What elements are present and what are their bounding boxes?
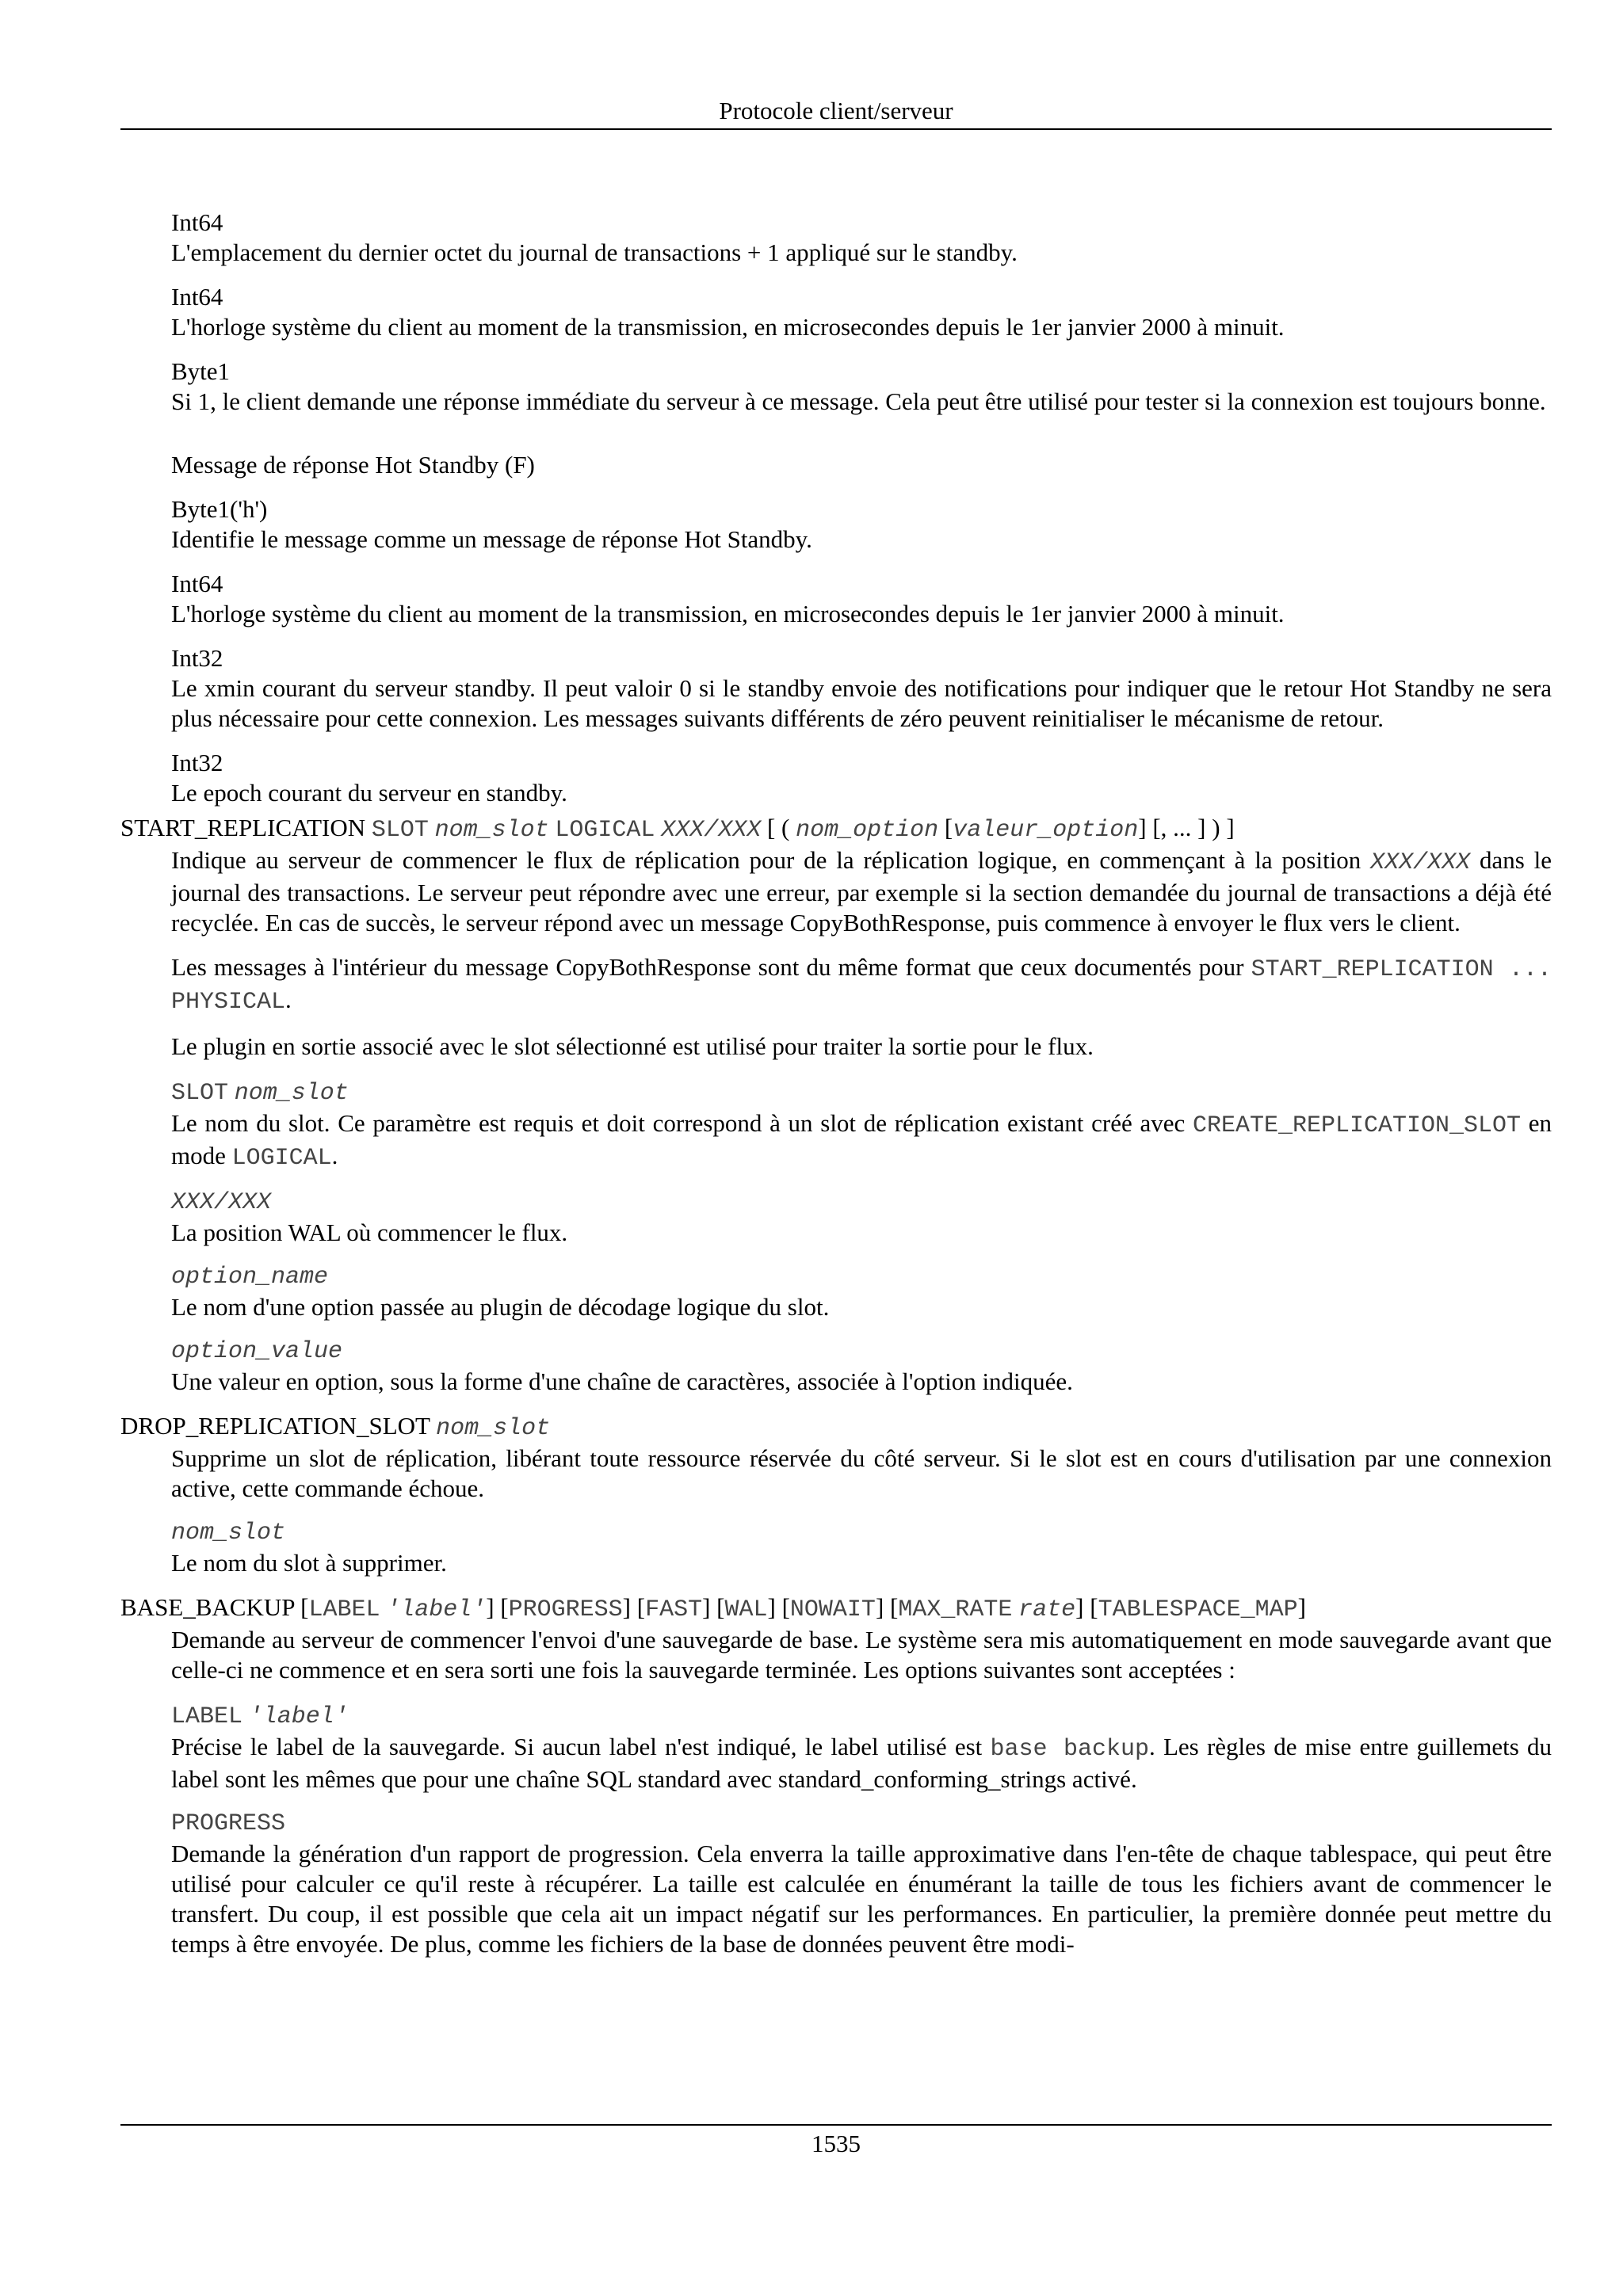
field-type: Int32 [171,749,223,776]
command-synopsis-drop-replication-slot: DROP_REPLICATION_SLOT nom_slot [120,1412,551,1442]
option-entry: XXX/XXX La position WAL où commencer le flux. [171,1189,568,1246]
field-description: L'emplacement du dernier octet du journal de transactions + 1 appliqué sur le standby. [171,238,1018,266]
field-type: Int32 [171,644,223,672]
page-number: 1535 [812,2130,861,2157]
field-entry [171,282,1552,342]
field-entry [171,357,1552,417]
field-type: Byte1('h') [171,495,268,523]
field-description: Le epoch courant du serveur en standby. [171,779,567,807]
field-entry [171,748,1552,808]
page-header: Protocole client/serveur [719,97,953,124]
message-title: Message de réponse Hot Standby (F) [171,451,535,479]
page-content [120,208,1552,1974]
field-type: Int64 [171,208,223,236]
option-entry: LABEL 'label' Précise le label de la sauvegarde. Si aucun label n'est indiqué, le label utilisé est base backup. Les règles de mise entre guillemets du label sont les mêmes que pour une chaîne SQL standard avec standard_conforming_strings activé. [171,1703,1552,1793]
footer-rule [120,2124,1552,2126]
option-entry: PROGRESS Demande la génération d'un rapport de progression. Cela enverra la taille approximative dans l'en-tête de chaque tablespace, qui peut être utilisé pour calculer ce qu'il reste à récupérer. La taille est calculée en énumérant la taille de tous les fichiers avant de commencer le transfert. Du coup, il est possible que cela ait un impact négatif sur les performances. En particulier, la première donnée peut mettre du temps à être envoyée. De plus, comme les fichiers de la base de données peuvent être modi- [171,1810,1552,1958]
command-synopsis-start-replication: START_REPLICATION SLOT nom_slot LOGICAL XXX/XXX [ ( nom_option [valeur_option] [, ... ] ) ] [120,814,1235,844]
field-entry [171,208,1552,268]
header-rule [120,128,1552,130]
field-type: Int64 [171,283,223,311]
field-entry [171,569,1552,629]
field-description: Identifie le message comme un message de réponse Hot Standby. [171,525,812,553]
field-description: Le xmin courant du serveur standby. Il peut valoir 0 si le standby envoie des notifications pour indiquer que le retour Hot Standby ne sera plus nécessaire pour cette connexion. Les messages suivants différents de zéro peuvent reinitialiser le mécanisme de retour. [171,674,1552,732]
command-description: Indique au serveur de commencer le flux de réplication pour de la réplication logique, en commençant à la position XXX/XXX dans le journal des transactions. Le serveur peut répondre avec une erreur, par exemple si la section demandée du journal de transactions a déjà été recyclée. En cas de succès, le serveur répond avec un message CopyBothResponse, puis commence à envoyer le flux vers le client. [171,846,1552,936]
document-page [120,0,1552,2296]
field-description: Si 1, le client demande une réponse immédiate du serveur à ce message. Cela peut être utilisé pour tester si la connexion est toujours bonne. [171,387,1546,415]
field-description: L'horloge système du client au moment de la transmission, en microsecondes depuis le 1er janvier 2000 à minuit. [171,600,1285,627]
field-entry [171,494,1552,555]
command-description: Supprime un slot de réplication, libérant toute ressource réservée du côté serveur. Si le slot est en cours d'utilisation par une connexion active, cette commande échoue. [171,1444,1552,1502]
field-entry [171,643,1552,734]
command-synopsis-base-backup: BASE_BACKUP [LABEL 'label'] [PROGRESS] [FAST] [WAL] [NOWAIT] [MAX_RATE rate] [TABLESPACE_MAP] [120,1593,1306,1623]
command-description: Le plugin en sortie associé avec le slot sélectionné est utilisé pour traiter la sortie pour le flux. [171,1032,1094,1060]
option-entry: nom_slot Le nom du slot à supprimer. [171,1520,447,1577]
option-entry: SLOT nom_slot Le nom du slot. Ce paramètre est requis et doit correspond à un slot de réplication existant créé avec CREATE_REPLICATION_SLOT en mode LOGICAL. [171,1080,1552,1172]
option-entry: option_value Une valeur en option, sous la forme d'une chaîne de caractères, associée à l'option indiquée. [171,1338,1073,1395]
field-description: L'horloge système du client au moment de la transmission, en microsecondes depuis le 1er janvier 2000 à minuit. [171,313,1285,341]
option-entry: option_name Le nom d'une option passée au plugin de décodage logique du slot. [171,1264,830,1321]
command-description: Demande au serveur de commencer l'envoi d'une sauvegarde de base. Le système sera mis automatiquement en mode sauvegarde avant que celle-ci ne commence et en sera sorti une fois la sauvegarde terminée. Les options suivantes sont acceptées : [171,1626,1552,1684]
command-description: Les messages à l'intérieur du message CopyBothResponse sont du même format que ceux documentés pour START_REPLICATION ... PHYSICAL. [171,953,1552,1016]
field-type: Byte1 [171,357,231,385]
field-type: Int64 [171,570,223,597]
